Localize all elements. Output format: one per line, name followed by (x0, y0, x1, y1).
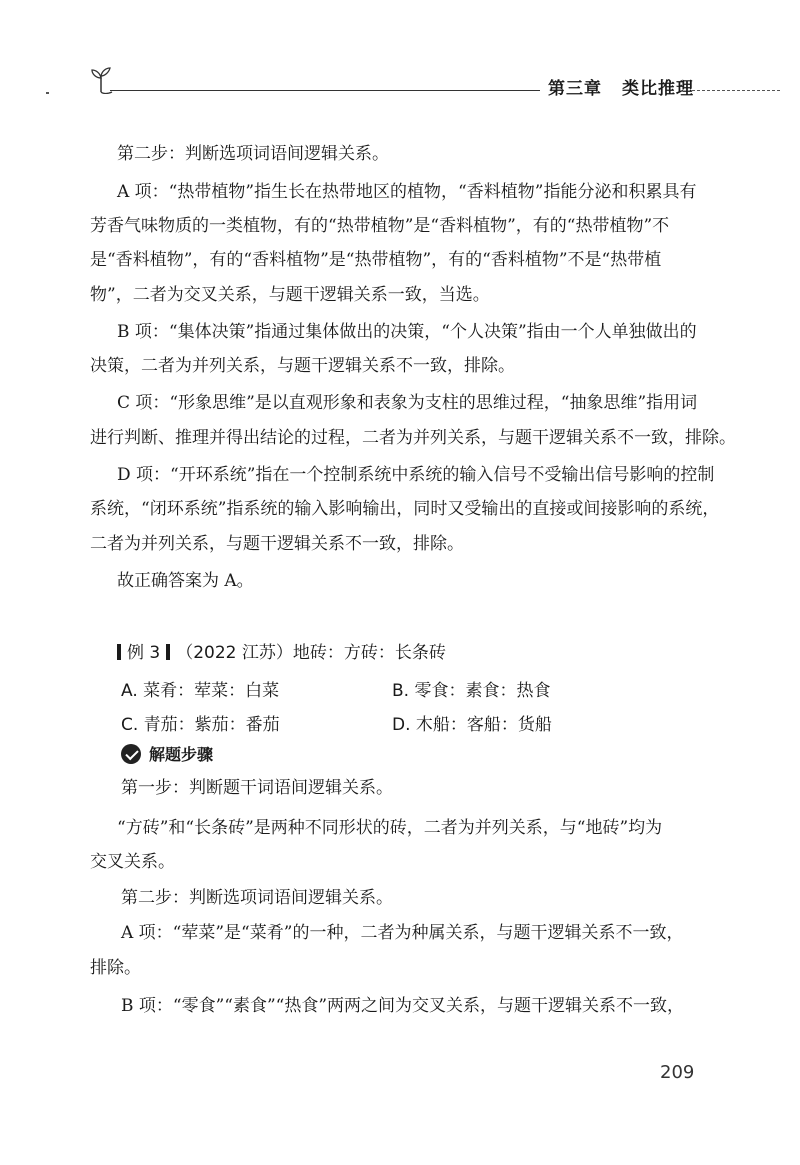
option-c-line-2: 进行判断、推理并得出结论的过程，二者为并列关系，与题干逻辑关系不一致，排除。 (90, 428, 736, 448)
header-dot (46, 92, 49, 94)
option-b-line-2: 决策，二者为并列关系，与题干逻辑关系不一致，排除。 (90, 356, 515, 376)
ex-step1-line-2: 交叉关系。 (90, 852, 175, 872)
example-label: 例 3 (127, 643, 161, 663)
option-a-line-2: 芳香气味物质的一类植物，有的“热带植物”是“香料植物”，有的“热带植物”不 (90, 216, 670, 236)
option-a-line-3: 是“香料植物”，有的“香料植物”是“热带植物”，有的“香料植物”不是“热带植 (90, 250, 662, 270)
option-d-line-2: 系统，“闭环系统”指系统的输入影响输出，同时又受输出的直接或间接影响的系统， (90, 499, 720, 519)
option-c-line-1: C 项：“形象思维”是以直观形象和表象为支柱的思维过程，“抽象思维”指用词 (117, 393, 698, 413)
example-heading (117, 638, 446, 663)
ex-step1-title: 第一步：判断题干词语间逻辑关系。 (121, 778, 393, 798)
ex-step1-line-1: “方砖”和“长条砖”是两种不同形状的砖，二者为并列关系，与“地砖”均为 (117, 818, 663, 838)
ex-option-a-line-1: A 项：“荤菜”是“菜肴”的一种，二者为种属关系，与题干逻辑关系不一致， (121, 923, 684, 943)
option-d-line-3: 二者为并列关系，与题干逻辑关系不一致，排除。 (90, 534, 464, 554)
conclusion: 故正确答案为 A。 (117, 571, 254, 591)
solution-steps-heading (121, 742, 213, 765)
example-question: （2022 江苏）地砖：方砖：长条砖 (176, 643, 446, 663)
ex-option-b-line-1: B 项：“零食”“素食”“热食”两两之间为交叉关系，与题干逻辑关系不一致， (121, 996, 685, 1016)
example-option-d: D. 木船：客船：货船 (392, 715, 552, 735)
header-rule-right (692, 90, 780, 91)
option-d-line-1: D 项：“开环系统”指在一个控制系统中系统的输入信号不受输出信号影响的控制 (117, 465, 715, 485)
option-a-line-4: 物”，二者为交叉关系，与题干逻辑关系一致，当选。 (90, 285, 490, 305)
solution-steps-title: 解题步骤 (149, 745, 214, 764)
example-bar-left (117, 644, 121, 660)
option-a-line-1: A 项：“热带植物”指生长在热带地区的植物，“香料植物”指能分泌和积累具有 (117, 182, 697, 202)
option-b-line-1: B 项：“集体决策”指通过集体做出的决策，“个人决策”指由一个人单独做出的 (117, 322, 697, 342)
example-bar-right (166, 644, 170, 660)
header-rule (110, 90, 540, 91)
page-header (0, 62, 800, 102)
example-option-a: A. 菜肴：荤菜：白菜 (121, 681, 280, 701)
chapter-label: 第三章 (548, 79, 602, 99)
step2-title: 第二步：判断选项词语间逻辑关系。 (117, 144, 389, 164)
chapter-title: 类比推理 (622, 79, 694, 99)
ex-step2-title: 第二步：判断选项词语间逻辑关系。 (121, 888, 393, 908)
check-circle-icon (121, 744, 141, 764)
page-number: 209 (660, 1062, 695, 1083)
ex-option-a-line-2: 排除。 (90, 958, 141, 978)
example-option-b: B. 零食：素食：热食 (392, 681, 551, 701)
example-option-c: C. 青茄：紫茄：番茄 (121, 715, 280, 735)
